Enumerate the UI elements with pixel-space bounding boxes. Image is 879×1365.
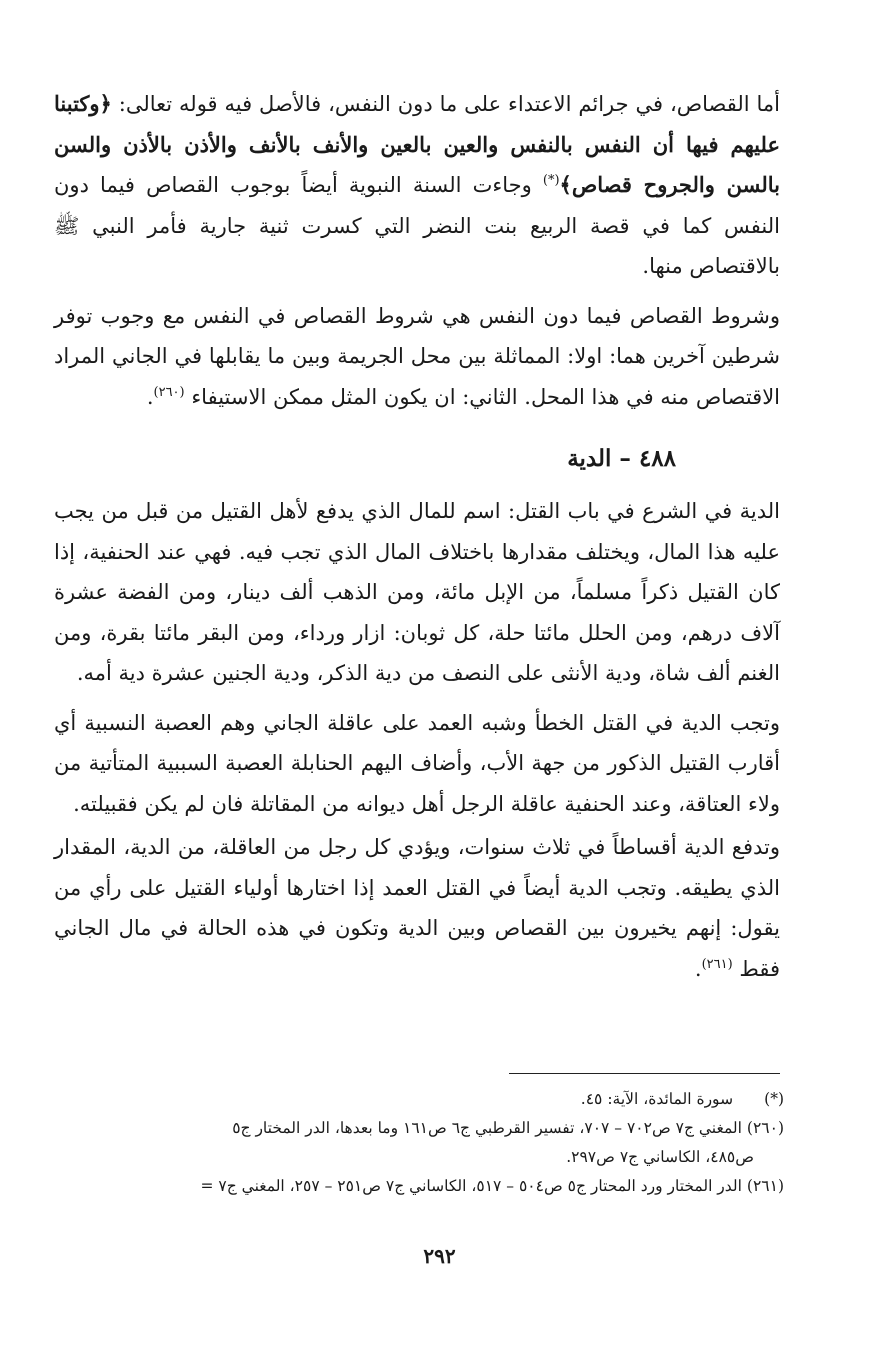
section-title: الدية (567, 445, 612, 472)
section-number: ٤٨٨ (638, 445, 676, 472)
footnote-text: الدر المختار ورد المحتار ج٥ ص٥٠٤ – ٥١٧، الكاساني ج٧ ص٢٥١ – ٢٥٧، المغني ج٧ = (200, 1177, 742, 1195)
paragraph-diya-definition (54, 491, 780, 694)
footnote-ref-260: (٢٦٠) (153, 384, 185, 400)
paragraph-1-rest: وجاءت السنة النبوية أيضاً بوجوب القصاص فيما دون النفس كما في قصة الربيع بنت النضر التي كسرت ثنية جارية فأمر النبي ﷺ بالاقتصاص منها. (54, 173, 780, 278)
paragraph-5-end: . (694, 956, 702, 981)
footnote-item (54, 1086, 784, 1113)
footnote-item (54, 1173, 784, 1200)
section-dash: – (619, 445, 631, 472)
footnote-continuation-text: ص٤٨٥، الكاساني ج٧ ص٢٩٧. (566, 1148, 754, 1166)
verse-footnote-ref: (*) (542, 173, 560, 188)
page-body (54, 84, 780, 989)
paragraph-2-end: . (146, 384, 154, 409)
footnote-item (54, 1115, 784, 1142)
footnote-divider (509, 1073, 780, 1074)
footnote-mark: (*) (764, 1090, 784, 1108)
paragraph-2-text: وشروط القصاص فيما دون النفس هي شروط القصاص في النفس مع وجوب توفر شرطين آخرين هما: اولا: المماثلة بين محل الجريمة وبين ما يقابلها في الجاني المراد الاقتصاص منه في هذا المحل. الثاني: ان يكون المثل ممكن الاستيفاء (54, 303, 780, 409)
paragraph-3-text: الدية في الشرع في باب القتل: اسم للمال الذي يدفع لأهل القتيل من قبل من يجب عليه هذا المال، ويختلف مقدارها باختلاف المال الذي تجب فيه. فهي عند الحنفية، إذا كان القتيل ذكراً مسلماً، من الإبل مائة، ومن الذهب ألف دينار، ومن الفضة عشرة آلاف درهم، ومن الحلل مائتا حلة، كل ثوبان: ازار ورداء، ومن البقر مائتا بقرة، ومن الغنم ألف شاة، ودية الأنثى على النصف من دية الذكر، ودية الجنين عشرة دية أمه. (54, 499, 781, 685)
footnote-continuation (54, 1144, 784, 1171)
footnote-text: سورة المائدة، الآية: ٤٥. (580, 1090, 734, 1108)
page-number: ٢٩٢ (423, 1244, 456, 1268)
paragraph-diya-aqila (54, 703, 780, 825)
section-heading (54, 439, 780, 479)
quran-verse: ﴿وكتبنا عليهم فيها أن النفس بالنفس والعين بالعين والأنف بالأنف والأذن بالأذن والسن بالسن والجروح قصاص﴾ (54, 91, 780, 197)
footnotes (54, 1086, 784, 1202)
footnote-ref-261: (٢٦١) (701, 956, 733, 972)
paragraph-qisas-intro (54, 84, 780, 287)
footnote-mark: (٢٦١) (746, 1177, 784, 1195)
paragraph-qisas-conditions (54, 296, 780, 418)
paragraph-diya-payment (54, 827, 780, 989)
paragraph-5-text: وتدفع الدية أقساطاً في ثلاث سنوات، ويؤدي كل رجل من العاقلة، من الدية، المقدار الذي يطيقه. وتجب الدية أيضاً في القتل العمد إذا اختارها أولياء القتيل على رأي من يقول: إنهم يخيرون بين القصاص وبين الدية وتكون في هذه الحالة في مال الجاني فقط (54, 835, 780, 981)
footnote-text: المغني ج٧ ص٧٠٢ – ٧٠٧، تفسير القرطبي ج٦ ص١٦١ وما بعدها، الدر المختار ج٥ (232, 1119, 742, 1137)
footnote-mark: (٢٦٠) (746, 1119, 784, 1137)
paragraph-1-intro: أما القصاص، في جرائم الاعتداء على ما دون النفس، فالأصل فيه قوله تعالى: (118, 92, 780, 116)
paragraph-4-text: وتجب الدية في القتل الخطأ وشبه العمد على عاقلة الجاني وهم العصبة النسبية أي أقارب القتيل الذكور من جهة الأب، وأضاف اليهم الحنابلة العصبة السببية المتأتية من ولاء العتاقة، وعند الحنفية عاقلة الرجل أهل ديوانه من المقاتلة فان لم يكن فقبيلته. (54, 710, 781, 816)
